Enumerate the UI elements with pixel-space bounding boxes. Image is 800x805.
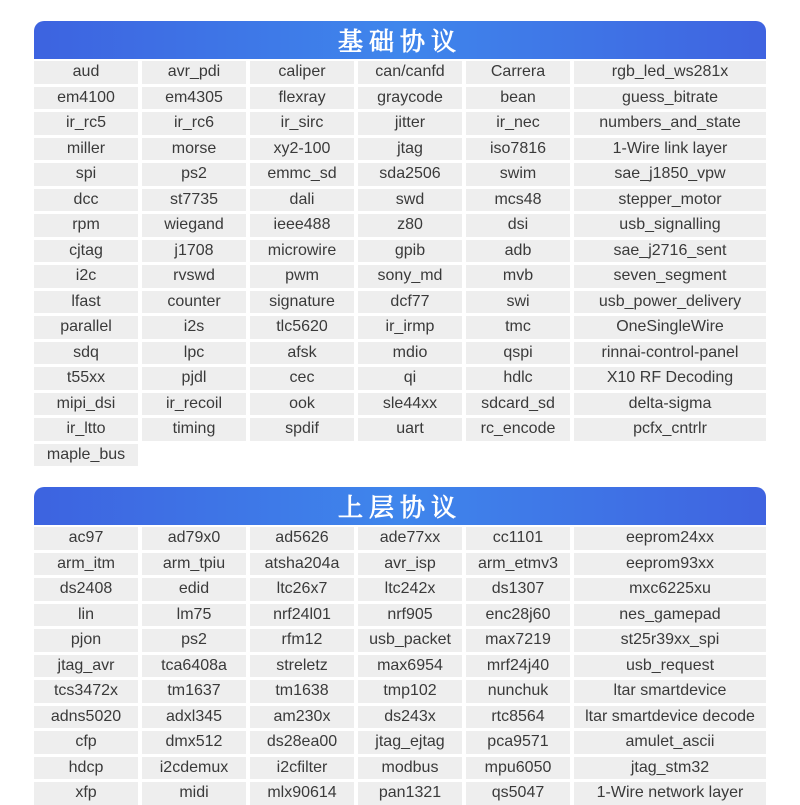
protocol-cell: mvb: [466, 265, 570, 288]
protocol-cell: jitter: [358, 112, 462, 135]
protocol-cell: max6954: [358, 655, 462, 678]
protocol-cell: usb_signalling: [574, 214, 766, 237]
protocol-cell: pca9571: [466, 731, 570, 754]
protocol-cell: ieee488: [250, 214, 354, 237]
protocol-cell: bean: [466, 87, 570, 110]
protocol-cell: stepper_motor: [574, 189, 766, 212]
protocol-cell: tm1638: [250, 680, 354, 703]
protocol-cell: qs5047: [466, 782, 570, 805]
protocol-cell: nrf24l01: [250, 604, 354, 627]
protocol-cell: sae_j1850_vpw: [574, 163, 766, 186]
protocol-cell: sle44xx: [358, 393, 462, 416]
protocol-cell: midi: [142, 782, 246, 805]
protocol-cell: i2cfilter: [250, 757, 354, 780]
protocol-cell: hdcp: [34, 757, 138, 780]
protocol-cell: xfp: [34, 782, 138, 805]
protocol-cell: avr_isp: [358, 553, 462, 576]
protocol-cell: mrf24j40: [466, 655, 570, 678]
protocol-cell: ir_recoil: [142, 393, 246, 416]
protocol-cell: ps2: [142, 629, 246, 652]
protocol-cell: arm_etmv3: [466, 553, 570, 576]
protocol-cell: rfm12: [250, 629, 354, 652]
protocol-cell: jtag: [358, 138, 462, 161]
protocol-cell: ds28ea00: [250, 731, 354, 754]
protocol-cell: lpc: [142, 342, 246, 365]
protocol-cell: spi: [34, 163, 138, 186]
protocol-cell: dali: [250, 189, 354, 212]
protocol-cell: am230x: [250, 706, 354, 729]
protocol-cell: cec: [250, 367, 354, 390]
protocol-cell: pjdl: [142, 367, 246, 390]
protocol-cell: ds1307: [466, 578, 570, 601]
protocol-cell: ir_ltto: [34, 418, 138, 441]
protocol-cell: z80: [358, 214, 462, 237]
upper-protocols-title: 上层协议: [34, 487, 766, 525]
protocol-cell: rinnai-control-panel: [574, 342, 766, 365]
protocol-cell: eeprom24xx: [574, 527, 766, 550]
upper-protocols-section: [34, 487, 766, 805]
protocol-cell: sony_md: [358, 265, 462, 288]
protocol-cell: spdif: [250, 418, 354, 441]
protocol-cell: cfp: [34, 731, 138, 754]
protocol-cell: pan1321: [358, 782, 462, 805]
protocol-cell: sda2506: [358, 163, 462, 186]
protocol-cell: pwm: [250, 265, 354, 288]
protocol-cell: seven_segment: [574, 265, 766, 288]
protocol-cell: jtag_avr: [34, 655, 138, 678]
protocol-cell: sae_j2716_sent: [574, 240, 766, 263]
protocol-cell: pjon: [34, 629, 138, 652]
protocol-cell: edid: [142, 578, 246, 601]
protocol-cell: eeprom93xx: [574, 553, 766, 576]
protocol-cell: aud: [34, 61, 138, 84]
protocol-cell: streletz: [250, 655, 354, 678]
protocol-cell: t55xx: [34, 367, 138, 390]
protocol-cell: can/canfd: [358, 61, 462, 84]
protocol-cell: pcfx_cntrlr: [574, 418, 766, 441]
upper-protocols-grid: [34, 527, 766, 805]
protocol-cell: ad79x0: [142, 527, 246, 550]
protocol-cell: arm_tpiu: [142, 553, 246, 576]
protocol-cell: rtc8564: [466, 706, 570, 729]
protocol-cell: dmx512: [142, 731, 246, 754]
protocol-cell: rpm: [34, 214, 138, 237]
protocol-cell: i2cdemux: [142, 757, 246, 780]
protocol-cell: dcf77: [358, 291, 462, 314]
protocol-cell: nunchuk: [466, 680, 570, 703]
protocol-cell: mlx90614: [250, 782, 354, 805]
protocol-cell: tmp102: [358, 680, 462, 703]
protocol-cell: caliper: [250, 61, 354, 84]
protocol-cell: arm_itm: [34, 553, 138, 576]
protocol-cell: ltc242x: [358, 578, 462, 601]
protocol-cell: mpu6050: [466, 757, 570, 780]
protocol-cell: ook: [250, 393, 354, 416]
protocol-cell: ltc26x7: [250, 578, 354, 601]
protocol-cell: morse: [142, 138, 246, 161]
protocol-cell: signature: [250, 291, 354, 314]
protocol-cell: i2c: [34, 265, 138, 288]
protocol-cell: em4305: [142, 87, 246, 110]
protocol-cell: hdlc: [466, 367, 570, 390]
protocol-cell: qspi: [466, 342, 570, 365]
protocol-cell: ltar smartdevice: [574, 680, 766, 703]
protocol-cell: adxl345: [142, 706, 246, 729]
protocol-cell: ad5626: [250, 527, 354, 550]
protocol-cell: emmc_sd: [250, 163, 354, 186]
protocol-cell: rc_encode: [466, 418, 570, 441]
protocol-cell: max7219: [466, 629, 570, 652]
protocol-cell: ir_rc5: [34, 112, 138, 135]
protocol-cell: ir_sirc: [250, 112, 354, 135]
protocol-cell: ds243x: [358, 706, 462, 729]
protocol-cell: amulet_ascii: [574, 731, 766, 754]
protocol-cell: Carrera: [466, 61, 570, 84]
protocol-cell: mcs48: [466, 189, 570, 212]
protocol-cell: avr_pdi: [142, 61, 246, 84]
protocol-cell: adb: [466, 240, 570, 263]
protocol-cell: 1-Wire link layer: [574, 138, 766, 161]
protocol-cell: wiegand: [142, 214, 246, 237]
protocol-cell: j1708: [142, 240, 246, 263]
protocol-cell: counter: [142, 291, 246, 314]
protocol-cell: parallel: [34, 316, 138, 339]
protocol-cell: lm75: [142, 604, 246, 627]
protocol-cell: OneSingleWire: [574, 316, 766, 339]
protocol-cell: st7735: [142, 189, 246, 212]
protocol-cell: ac97: [34, 527, 138, 550]
protocol-cell: rvswd: [142, 265, 246, 288]
protocol-cell: ir_nec: [466, 112, 570, 135]
protocol-cell: delta-sigma: [574, 393, 766, 416]
protocol-cell: jtag_ejtag: [358, 731, 462, 754]
protocol-cell: uart: [358, 418, 462, 441]
protocol-cell: tm1637: [142, 680, 246, 703]
basic-protocols-grid: [34, 61, 766, 466]
protocol-cell: mipi_dsi: [34, 393, 138, 416]
basic-protocols-section: [34, 21, 766, 466]
protocol-cell: mdio: [358, 342, 462, 365]
protocol-cell: nes_gamepad: [574, 604, 766, 627]
protocol-cell: afsk: [250, 342, 354, 365]
protocol-cell: timing: [142, 418, 246, 441]
protocol-cell: guess_bitrate: [574, 87, 766, 110]
protocol-cell: adns5020: [34, 706, 138, 729]
protocol-cell: atsha204a: [250, 553, 354, 576]
protocol-cell: maple_bus: [34, 444, 138, 467]
protocol-cell: sdq: [34, 342, 138, 365]
protocol-cell: usb_request: [574, 655, 766, 678]
protocol-cell: lin: [34, 604, 138, 627]
protocol-cell: flexray: [250, 87, 354, 110]
protocol-cell: 1-Wire network layer: [574, 782, 766, 805]
protocol-cell: em4100: [34, 87, 138, 110]
protocol-cell: iso7816: [466, 138, 570, 161]
protocol-cell: gpib: [358, 240, 462, 263]
protocol-cell: ltar smartdevice decode: [574, 706, 766, 729]
protocol-cell: lfast: [34, 291, 138, 314]
protocol-cell: microwire: [250, 240, 354, 263]
protocol-cell: swd: [358, 189, 462, 212]
protocol-cell: cc1101: [466, 527, 570, 550]
protocol-cell: usb_packet: [358, 629, 462, 652]
protocol-cell: ds2408: [34, 578, 138, 601]
protocol-cell: modbus: [358, 757, 462, 780]
protocol-cell: tca6408a: [142, 655, 246, 678]
protocol-cell: enc28j60: [466, 604, 570, 627]
protocol-cell: nrf905: [358, 604, 462, 627]
protocol-cell: qi: [358, 367, 462, 390]
protocol-cell: tcs3472x: [34, 680, 138, 703]
protocol-cell: st25r39xx_spi: [574, 629, 766, 652]
protocol-cell: usb_power_delivery: [574, 291, 766, 314]
protocol-cell: X10 RF Decoding: [574, 367, 766, 390]
protocol-cell: ir_rc6: [142, 112, 246, 135]
protocol-cell: dcc: [34, 189, 138, 212]
protocol-cell: rgb_led_ws281x: [574, 61, 766, 84]
protocol-cell: ade77xx: [358, 527, 462, 550]
protocol-cell: ir_irmp: [358, 316, 462, 339]
protocol-cell: graycode: [358, 87, 462, 110]
protocol-cell: tlc5620: [250, 316, 354, 339]
protocol-cell: ps2: [142, 163, 246, 186]
basic-protocols-title: 基础协议: [34, 21, 766, 59]
protocol-cell: jtag_stm32: [574, 757, 766, 780]
protocol-cell: miller: [34, 138, 138, 161]
protocol-cell: numbers_and_state: [574, 112, 766, 135]
protocol-cell: xy2-100: [250, 138, 354, 161]
protocol-cell: swi: [466, 291, 570, 314]
protocol-cell: tmc: [466, 316, 570, 339]
protocol-cell: dsi: [466, 214, 570, 237]
protocol-cell: i2s: [142, 316, 246, 339]
protocol-cell: mxc6225xu: [574, 578, 766, 601]
protocol-cell: swim: [466, 163, 570, 186]
protocol-cell: sdcard_sd: [466, 393, 570, 416]
protocol-cell: cjtag: [34, 240, 138, 263]
